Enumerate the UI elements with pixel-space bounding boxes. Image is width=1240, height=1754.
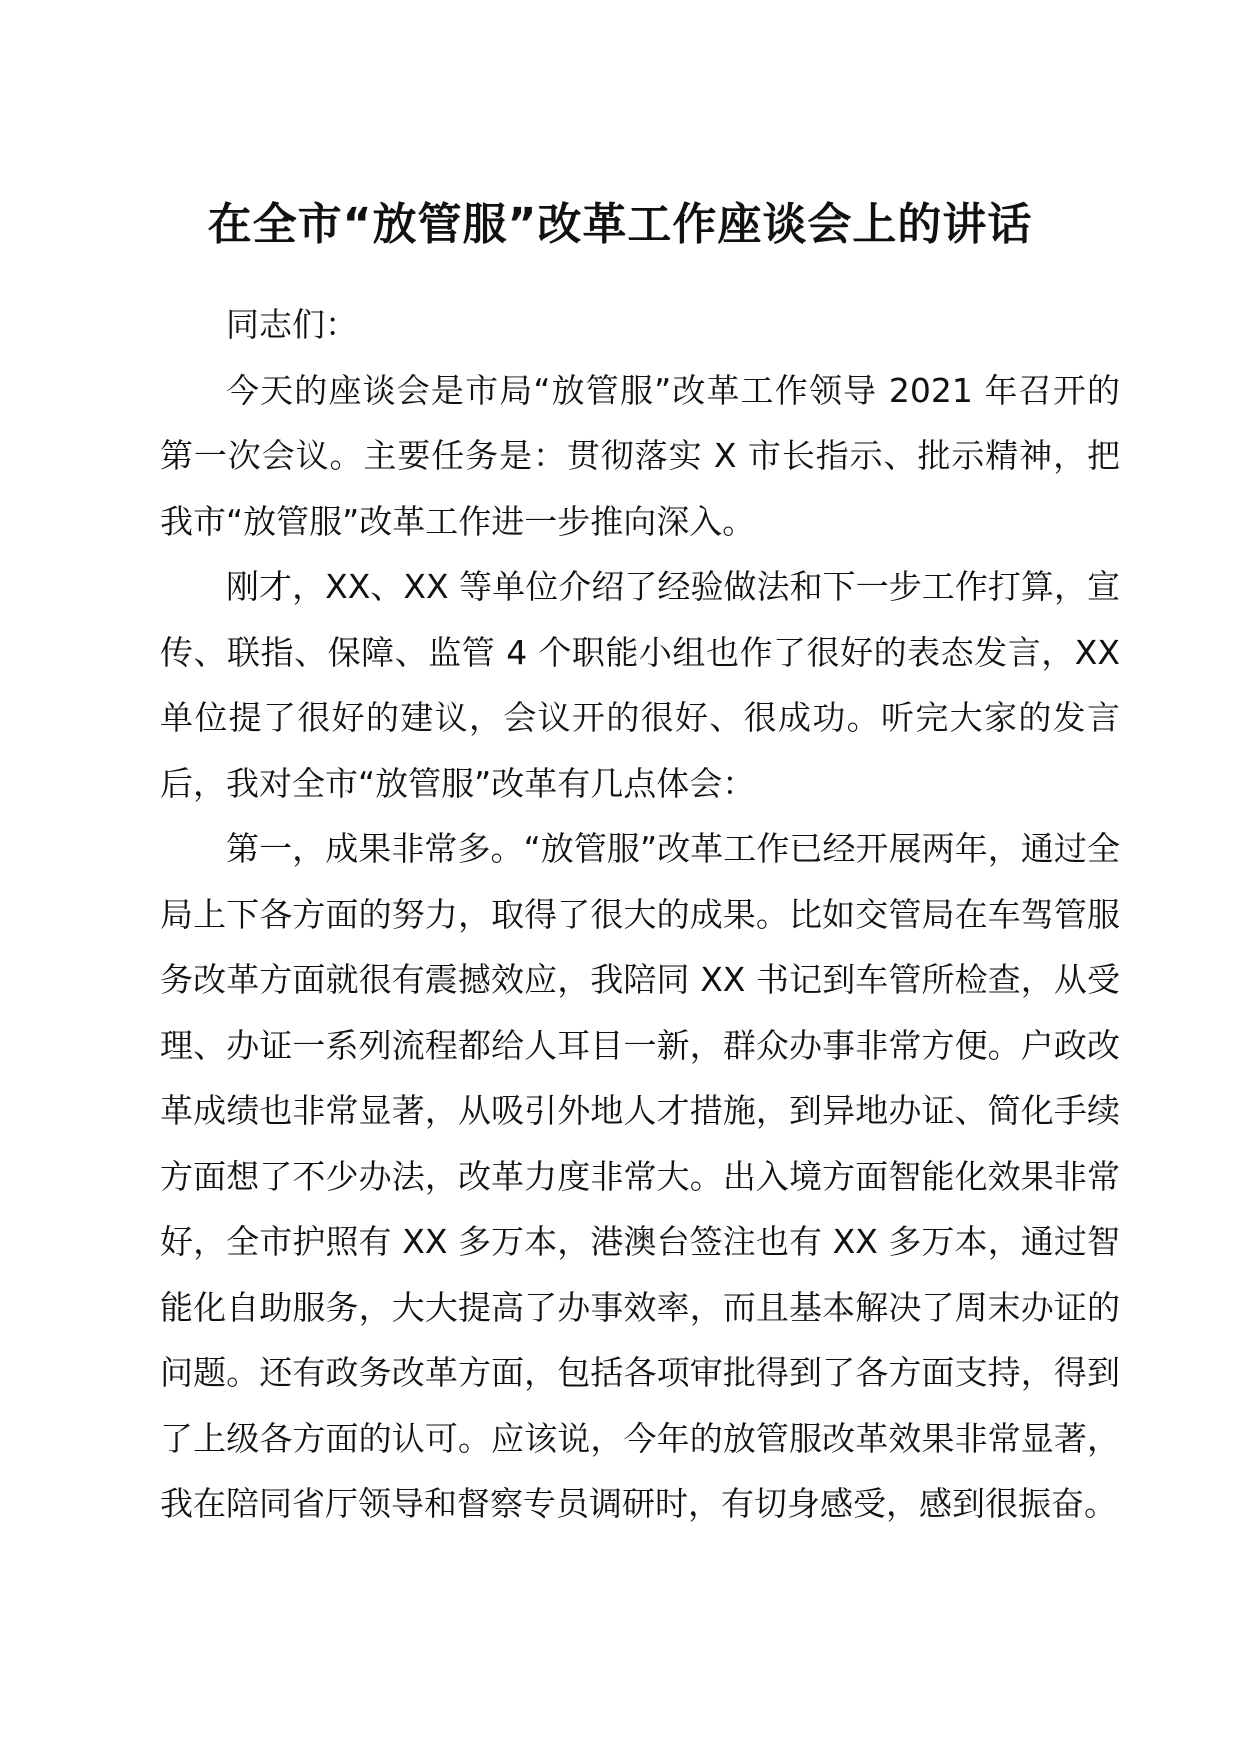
paragraph-2: 刚才，XX、XX 等单位介绍了经验做法和下一步工作打算，宣传、联指、保障、监管 4 个职能小组也作了很好的表态发言，XX 单位提了很好的建议，会议开的很好、很成功。听完大家的发言后，我对全市“放管服”改革有几点体会： bbox=[160, 567, 1120, 803]
salutation: 同志们： bbox=[226, 305, 358, 344]
document-title: 在全市“放管服”改革工作座谈会上的讲话 bbox=[207, 199, 1033, 250]
paragraph-1: 今天的座谈会是市局“放管服”改革工作领导 2021 年召开的第一次会议。主要任务是：贯彻落实 X 市长指示、批示精神，把我市“放管服”改革工作进一步推向深入。 bbox=[160, 370, 1120, 541]
document-body bbox=[160, 292, 1120, 1537]
paragraph-3: 第一，成果非常多。“放管服”改革工作已经开展两年，通过全局上下各方面的努力，取得了很大的成果。比如交管局在车驾管服务改革方面就很有震撼效应，我陪同 XX 书记到车管所检查，从受理、办证一系列流程都给人耳目一新，群众办事非常方便。户政改革成绩也非常显著，从吸引外地人才措施，到异地办证、简化手续方面想了不少办法，改革力度非常大。出入境方面智能化效果非常好，全市护照有 XX 多万本，港澳台签注也有 XX 多万本，通过智能化自助服务，大大提高了办事效率，而且基本解决了周末办证的问题。还有政务改革方面，包括各项审批得到了各方面支持，得到了上级各方面的认可。应该说，今年的放管服改革效果非常显著，我在陪同省厅领导和督察专员调研时，有切身感受，感到很振奋。 bbox=[160, 829, 1120, 1523]
